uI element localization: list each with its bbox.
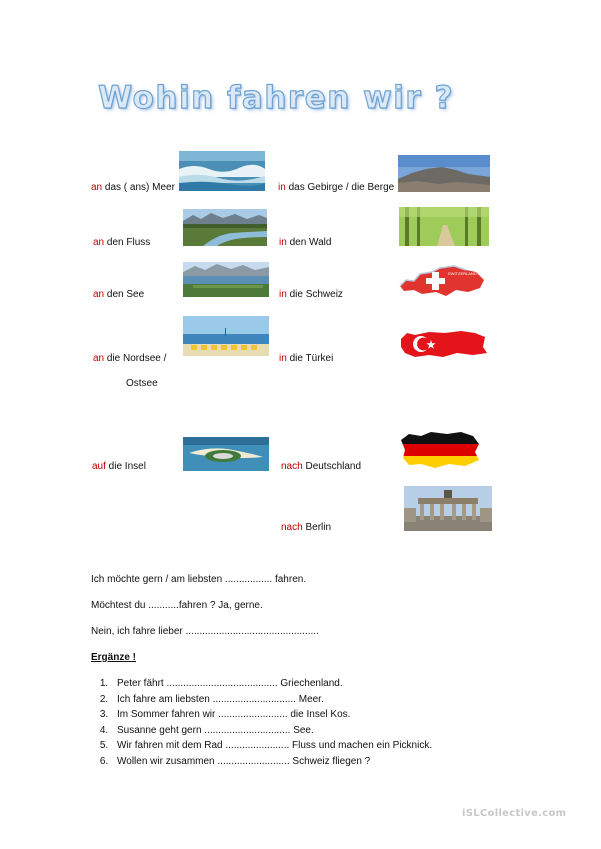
label-fluss: an den Fluss (93, 237, 151, 248)
watermark: iSLCollective.com (462, 808, 567, 819)
switzerland-flag-map (396, 262, 487, 299)
germany-flag-map (399, 430, 480, 469)
label-meer: an das ( ans) Meer (91, 182, 175, 193)
sentence-2: Möchtest du ...........fahren ? Ja, gerne. (91, 600, 263, 611)
forest-path-photo (399, 207, 489, 246)
lake-mountains-photo (183, 262, 269, 297)
exercise-item: 5. Wir fahren mit dem Rad ....................... Fluss und machen ein Picknick. (111, 738, 432, 754)
exercise-heading: Ergänze ! (91, 652, 137, 663)
island-aerial-photo (183, 437, 269, 471)
beach-huts-photo (183, 316, 269, 356)
river-landscape-photo (183, 209, 267, 246)
mountain-photo (398, 155, 490, 192)
label-wald: in den Wald (279, 237, 332, 248)
label-tuerkei: in die Türkei (279, 353, 334, 364)
exercise-item: 1. Peter fährt ........................................ Griechenland. (111, 676, 432, 692)
exercise-item: 6. Wollen wir zusammen .......................... Schweiz fliegen ? (111, 754, 432, 770)
label-ostsee: Ostsee (126, 378, 158, 389)
exercise-list (89, 676, 432, 769)
brandenburg-gate-photo (404, 486, 492, 531)
exercise-item: 4. Susanne geht gern ............................... See. (111, 723, 432, 739)
map-caption-switzerland: SWITZERLAND (448, 271, 477, 276)
sentence-3: Nein, ich fahre lieber ................................................ (91, 626, 319, 637)
page-title: Wohin fahren wir ? (98, 80, 454, 116)
sentence-1: Ich möchte gern / am liebsten ................. fahren. (91, 574, 307, 585)
label-gebirge: in das Gebirge / die Berge (278, 182, 395, 193)
exercise-item: 2. Ich fahre am liebsten .............................. Meer. (111, 692, 432, 708)
label-nordsee: an die Nordsee / (93, 353, 167, 364)
turkey-flag-map (399, 327, 488, 361)
label-see: an den See (93, 289, 145, 300)
exercise-item: 3. Im Sommer fahren wir ......................... die Insel Kos. (111, 707, 432, 723)
label-schweiz: in die Schweiz (279, 289, 343, 300)
label-berlin: nach Berlin (281, 522, 332, 533)
label-insel: auf die Insel (92, 461, 146, 472)
label-deutschland: nach Deutschland (281, 461, 362, 472)
sea-waves-photo (179, 151, 265, 191)
